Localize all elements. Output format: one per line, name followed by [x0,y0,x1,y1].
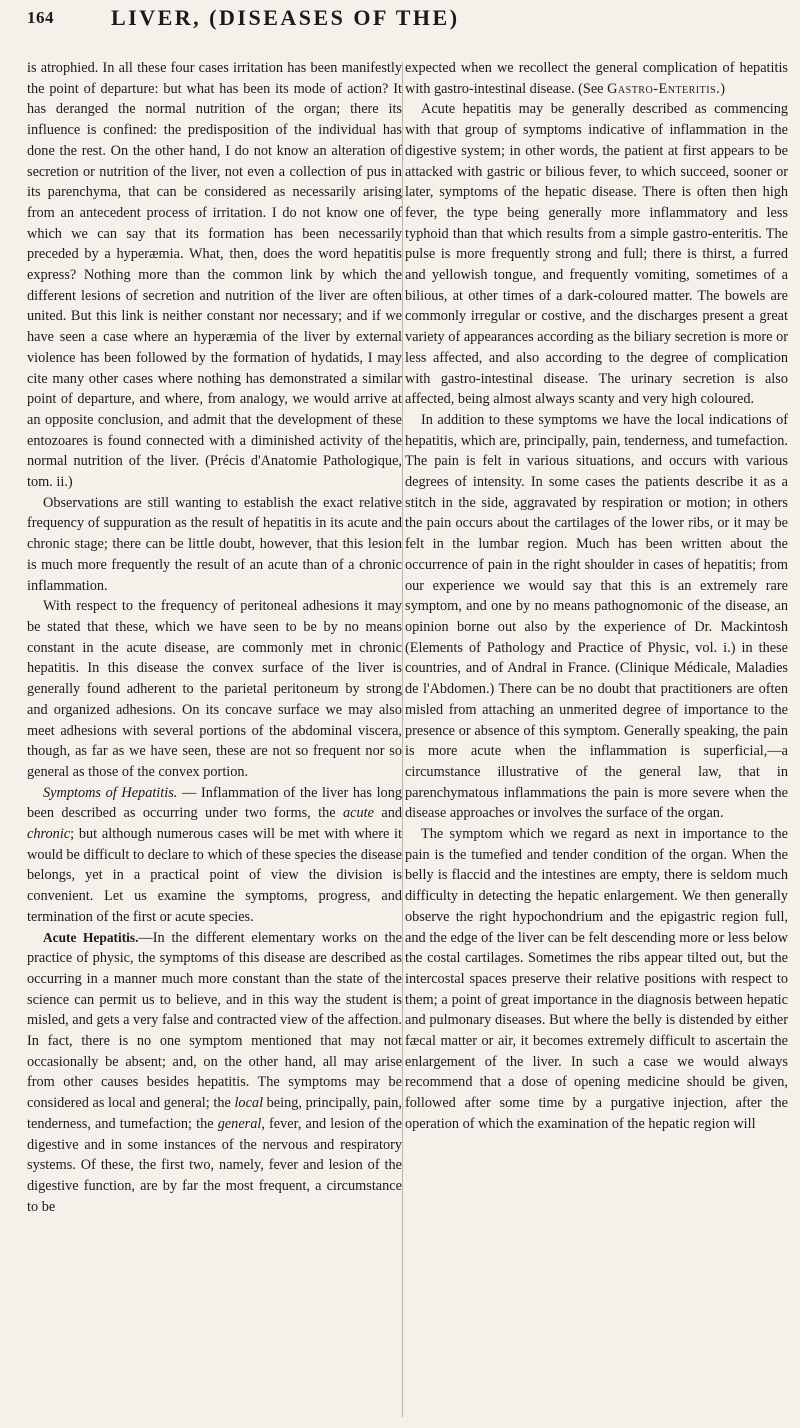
paragraph: Symptoms of Hepatitis. — Inflammation of the liver has long been described as occurring under two forms, the acute and chronic; but although numerous cases will be met with where it would be difficult to declare to which of these species the disease belongs, yet in a practical point of view the division is convenient. Let us examine the symptoms, progress, and termination of the first or acute species. [27,784,402,925]
left-column [27,58,402,1423]
paragraph: expected when we recollect the general complication of hepatitis with gastro-intestinal disease. (See Gastro-Enteritis.) [405,60,788,97]
section-heading: Symptoms of Hepatitis. [43,784,178,801]
paragraph: is atrophied. In all these four cases irritation has been manifestly the point of departure: but what has been its mode of action? It has deranged the normal nutrition of the organ; there its influence is confined: the predisposition of the individual has done the rest. On the other hand, I do not know an alteration of secretion or nutrition of the liver, not even a collection of pus in its parenchyma, that can be considered as necessarily arising from an antecedent process of irritation. I do not know one of which we can say that its formation has been necessarily preceded by a hyperæmia. What, then, does the word hepatitis express? Nothing more than the common link by which the different lesions of secretion and nutrition of the liver are often united. But this link is neither constant nor necessary; and if we have seen a case where an hyperæmia of the liver by external violence has been followed by the formation of hydatids, I may cite many other cases where nothing has demonstrated a similar point of departure, and where, from analogy, we would arrive at an opposite conclusion, and admit that the development of these entozoares is found connected with a diminished activity of the normal nutrition of the liver. (Précis d'Anatomie Pathologique, tom. ii.) [27,60,402,491]
page-header [27,0,787,40]
section-heading: Acute Hepatitis. [43,929,139,945]
page-number: 164 [27,8,54,27]
paragraph: With respect to the frequency of peritoneal adhesions it may be stated that these, which we have seen to be by no means constant in the acute disease, are commonly met in chronic hepatitis. In this disease the convex surface of the liver is generally found adherent to the parietal peritoneum by strong and organized adhesions. On its concave surface we may also meet adhesions with several portions of the abdominal viscera, though, as far as we have seen, these are not so frequent nor so general as those of the convex portion. [27,598,402,780]
cross-reference: Gastro-Enteritis. [607,80,721,97]
paragraph: The symptom which we regard as next in importance to the pain is the tumefied and tender condition of the organ. When the belly is flaccid and the intestines are empty, there is seldom much difficulty in detecting the hepatic enlargement. We then generally observe the right hypochondrium and the epigastric region full, and the edge of the liver can be felt descending more or less below the costal cartilages. Sometimes the ribs appear tilted out, but the intercostal spaces preserve their relative positions with respect to them; a point of great importance in the diagnosis between hepatic and pulmonary diseases. But where the belly is distended by either fæcal matter or air, it becomes extremely difficult to ascertain the enlargement of the liver. In such a case we would always recommend that a dose of opening medicine should be given, followed after some time by a purgative injection, after the operation of which the examination of the hepatic region will [405,826,788,1132]
column-divider [402,62,403,1417]
paragraph: Acute Hepatitis.—In the different elementary works on the practice of physic, the symptoms of this disease are described as occurring in a manner much more constant than the state of the science can permit us to believe, and in this way the student is misled, and gets a very false and contracted view of the affection. In fact, there is no one symptom mentioned that may not occasionally be absent; and, on the other hand, all may arise from other causes besides hepatitis. The symptoms may be considered as local and general; the local being, principally, pain, tenderness, and tumefaction; the general, fever, and lesion of the digestive and in some instances of the nervous and respiratory systems. Of these, the first two, namely, fever and lesion of the digestive function, are by far the most frequent, a circumstance to be [27,929,402,1215]
paragraph: Observations are still wanting to establish the exact relative frequency of suppuration as the result of hepatitis in its acute and chronic stage; there can be little doubt, however, that this lesion is much more frequently the result of an acute than of a chronic inflammation. [27,494,402,594]
running-head: LIVER, (DISEASES OF THE) [111,5,460,30]
paragraph: Acute hepatitis may be generally described as commencing with that group of symptoms indicative of inflammation in the digestive system; in other words, the patient at first appears to be attacked with gastric or bilious fever, to which succeed, sooner or later, symptoms of the hepatic disease. There is often then high fever, the type being generally more inflammatory and less typhoid than that which results from a simple gastro-enteritis. The pulse is more frequently strong and full; there is thirst, a furred and yellowish tongue, and frequently vomiting, sometimes of a bilious, at other times of a dark-coloured matter. The bowels are commonly irregular or costive, and the discharges present a great variety of appearances according as the biliary secretion is more or less affected, and also according to the degree of complication with gastro-intestinal disease. The urinary secretion is also affected, being almost always scanty and very high coloured. [405,101,788,408]
paragraph: In addition to these symptoms we have the local indications of hepatitis, which are, principally, pain, tenderness, and tumefaction. The pain is felt in various situations, and occurs with various degrees of intensity. In some cases the patients describe it as a stitch in the side, aggravated by respiration or motion; in others the pain occurs about the cartilages of the lower ribs, or it may be felt in the lumbar region. Much has been written about the occurrence of pain in the right shoulder in cases of hepatitis; from our experience we would say that this is an extremely rare symptom, and one by no means pathognomonic of the disease, an opinion borne out also by the experience of Dr. Mackintosh (Elements of Pathology and Practice of Physic, vol. i.) in these countries, and of Andral in France. (Clinique Médicale, Maladies de l'Abdomen.) There can be no doubt that practitioners are often misled from attaching an unmerited degree of importance to the presence or absence of this symptom. Generally speaking, the pain is more acute when the inflammation is superficial,—a circumstance illustrative of the general law, that in parenchymatous inflammations the pain is more severe when the disease approaches or involves the surface of the organ. [405,411,788,822]
right-column [405,58,788,1423]
